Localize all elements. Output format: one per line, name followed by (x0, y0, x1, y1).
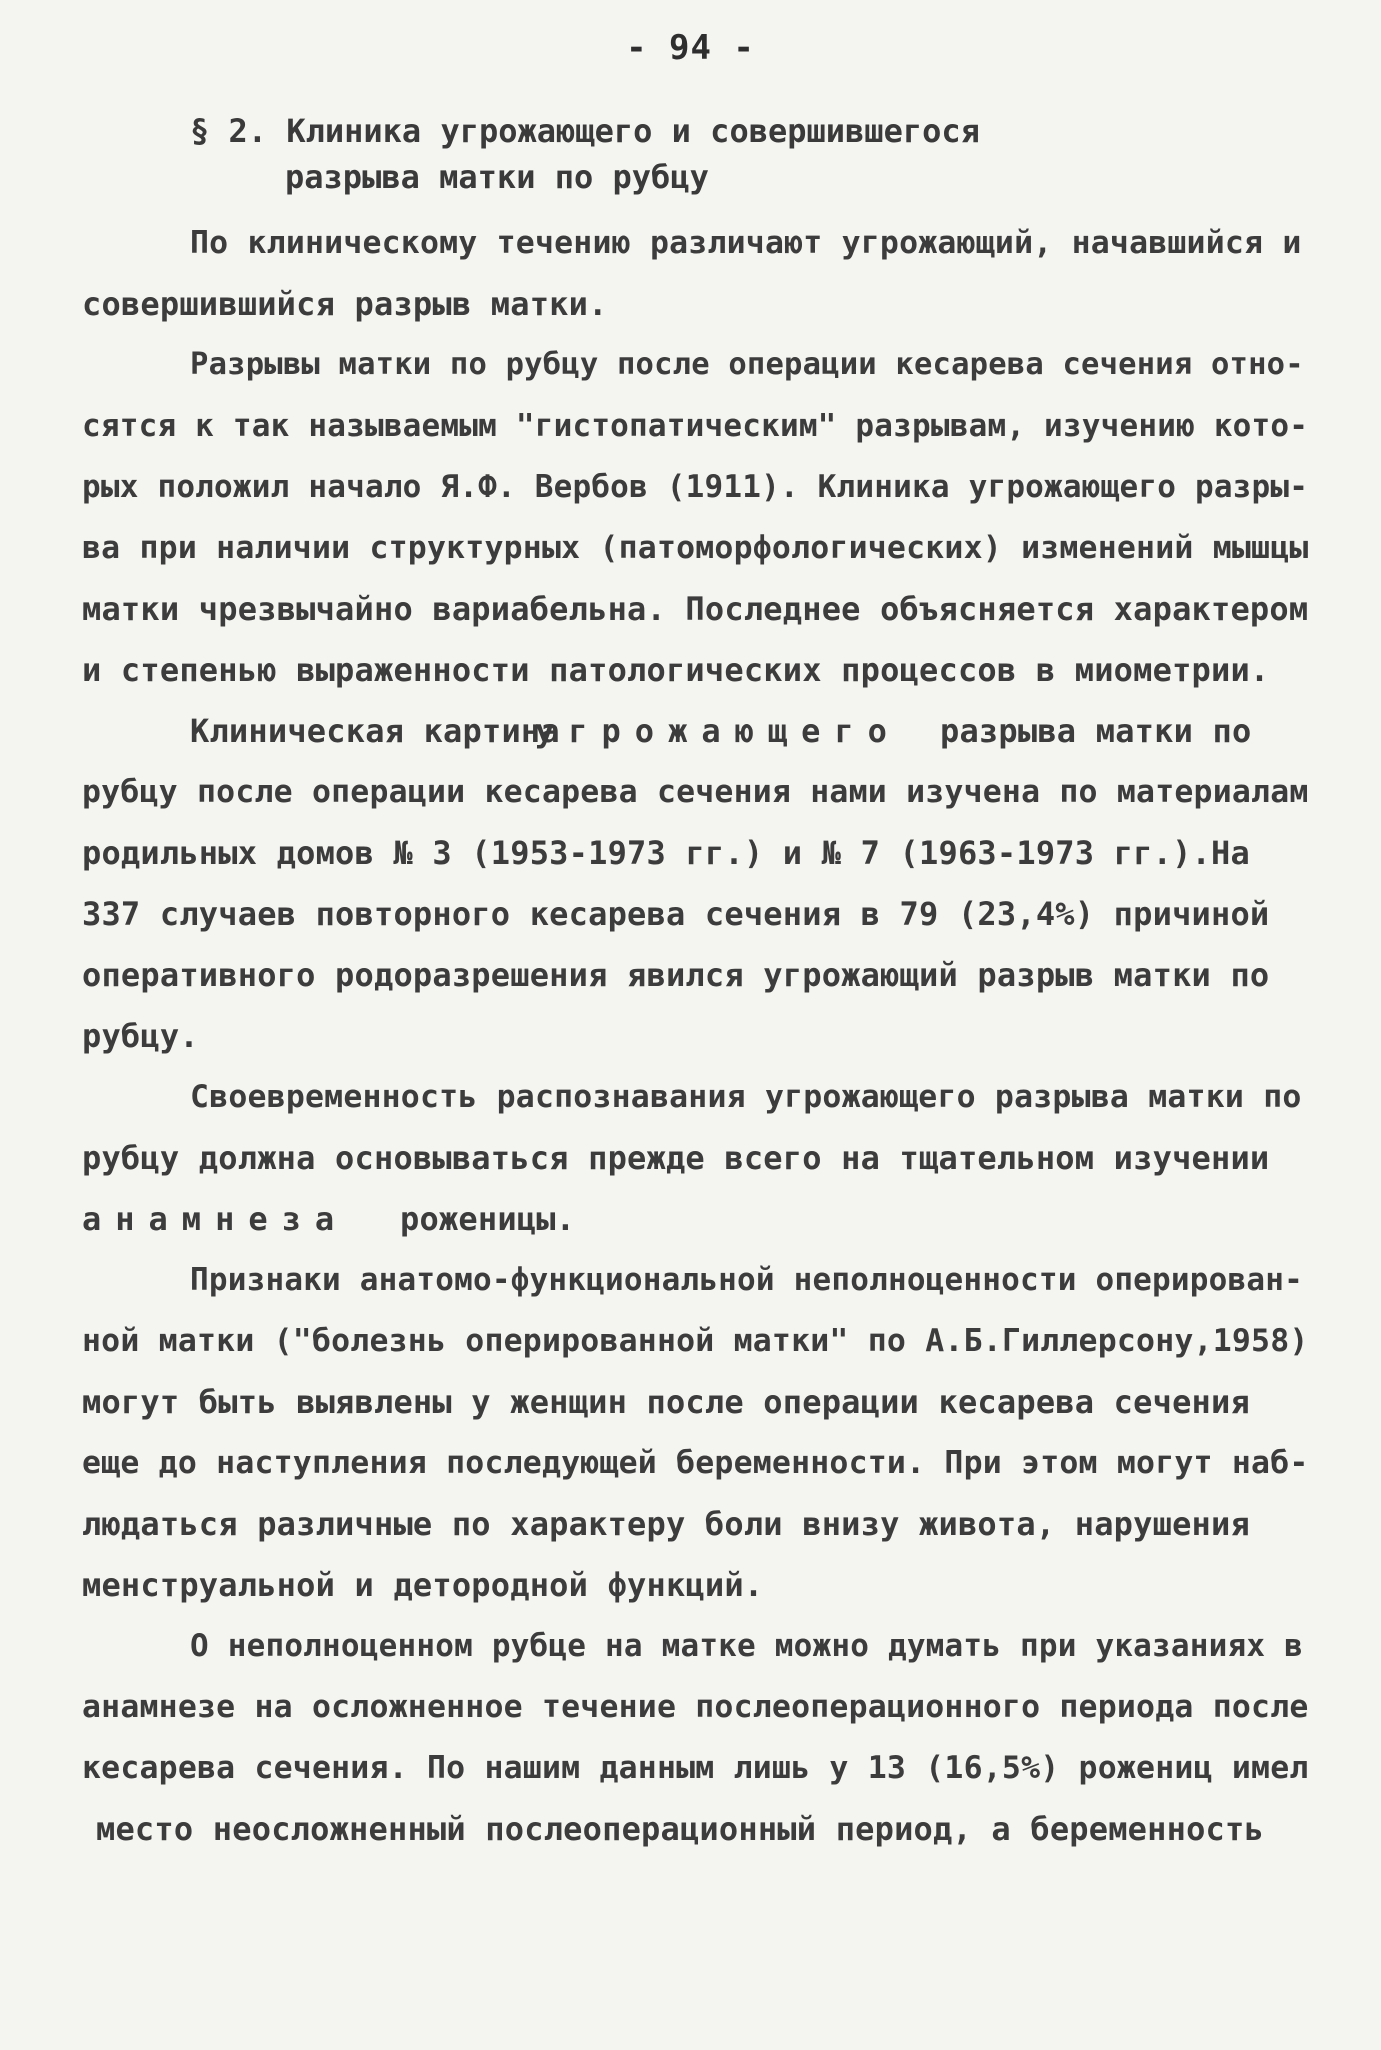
text-line: рубцу должна основываться прежде всего на тщательном изучении (82, 1139, 1270, 1177)
text-line: Клиническая картина (190, 712, 560, 750)
text-line: 337 случаев повторного кесарева сечения в 79 (23,4%) причиной (82, 895, 1270, 933)
text-line: ной матки ("болезнь оперированной матки" по А.Б.Гиллерсону,1958) (82, 1323, 1309, 1359)
text-line-emphasis: анамнеза (82, 1200, 349, 1238)
text-line: анамнезе на осложненное течение послеоперационного периода после (82, 1689, 1309, 1725)
text-line: могут быть выявлены у женщин после операции кесарева сечения (82, 1383, 1250, 1421)
text-line: Своевременность распознавания угрожающего разрыва матки по (190, 1079, 1302, 1115)
text-line: Признаки анатомо-функциональной неполноценности оперирован- (190, 1262, 1303, 1298)
text-line: рубцу после операции кесарева сечения нами изучена по материалам (82, 774, 1309, 810)
text-line: родильных домов № 3 (1953-1973 гг.) и № 7 (1963-1973 гг.).На (82, 834, 1250, 872)
text-line: место неосложненный послеоперационный период, а беременность (96, 1810, 1264, 1848)
text-line: Разрывы матки по рубцу после операции кесарева сечения отно- (190, 347, 1304, 382)
section-heading-line-1: § 2. Клиника угрожающего и совершившегося (190, 112, 980, 150)
text-line: менструальной и детородной функций. (82, 1566, 764, 1604)
text-line: людаться различные по характеру боли внизу живота, нарушения (82, 1505, 1250, 1543)
text-line: рых положил начало Я.Ф. Вербов (1911). Клиника угрожающего разры- (82, 469, 1309, 505)
section-heading-line-2: разрыва матки по рубцу (285, 158, 709, 196)
text-line-emphasis: угрожающего (535, 712, 901, 750)
page-number: - 94 - (626, 28, 755, 68)
text-line: О неполноценном рубце на матке можно думать при указаниях в (190, 1628, 1303, 1664)
text-line: ва при наличии структурных (патоморфологических) изменений мышцы (82, 530, 1309, 566)
section-heading (190, 108, 980, 200)
text-line: оперативного родоразрешения явился угрожающий разрыв матки по (82, 956, 1270, 994)
text-line: и степенью выраженности патологических процессов в миометрии. (82, 651, 1270, 689)
text-line: По клиническому течению различают угрожающий, начавшийся и (190, 225, 1302, 261)
text-line: кесарева сечения. По нашим данным лишь у 13 (16,5%) рожениц имел (82, 1750, 1309, 1786)
text-line: совершившийся разрыв матки. (82, 285, 608, 323)
text-line: сятся к так называемым "гистопатическим" разрывам, изучению кото- (82, 408, 1309, 444)
text-line: рубцу. (82, 1017, 199, 1055)
text-line: роженицы. (400, 1200, 576, 1238)
text-line: разрыва матки по (940, 712, 1252, 750)
text-line: еще до наступления последующей беременности. При этом могут наб- (82, 1445, 1309, 1481)
text-line: матки чрезвычайно вариабельна. Последнее объясняется характером (82, 590, 1309, 628)
